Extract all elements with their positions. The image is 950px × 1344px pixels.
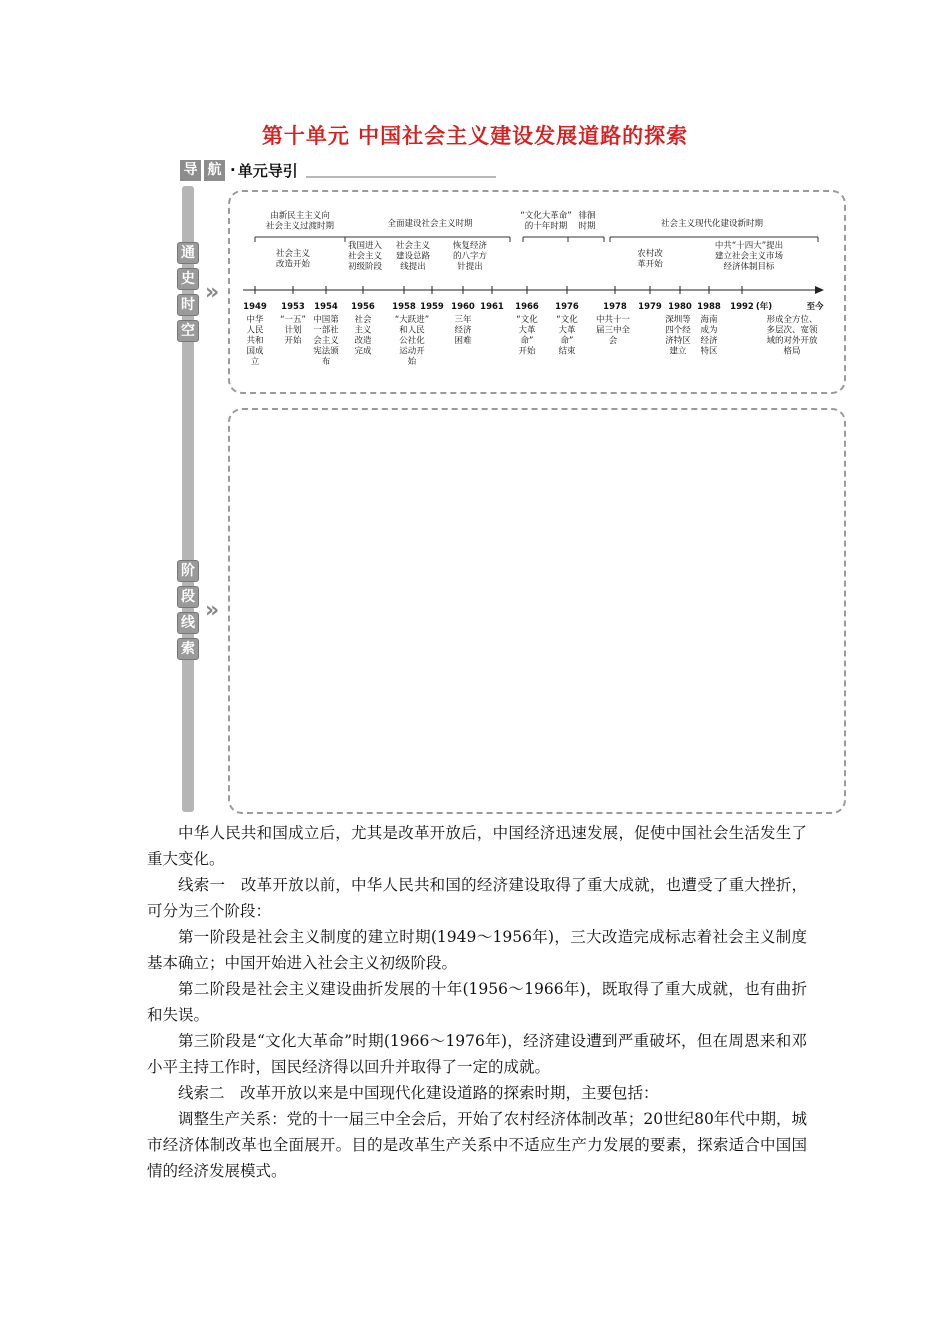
lower-event-label: 开始 xyxy=(284,336,302,346)
year-label: 1953 xyxy=(281,302,305,312)
year-label: 1992 xyxy=(730,302,754,312)
upper-event-label: 社会主义 xyxy=(347,251,383,262)
year-label: 至今 xyxy=(806,302,824,312)
period-label: 社会主义过渡时期 xyxy=(265,221,335,232)
lower-event-label: 届三中全 xyxy=(595,325,631,336)
lower-event-label: “文化 xyxy=(556,315,578,325)
lower-event-label: 始 xyxy=(407,357,417,367)
year-label: 1988 xyxy=(697,302,721,312)
year-label: 1966 xyxy=(515,302,539,312)
guide-box-1: 导 xyxy=(180,160,201,181)
paragraph: 第三阶段是“文化大革命”时期(1966～1976年)，经济建设遭到严重破坏，但在周恩来和邓小平主持工作时，国民经济得以回升并取得了一定的成就。 xyxy=(147,1032,807,1076)
lower-event-label: 深圳等 xyxy=(665,315,691,325)
side-label-clues xyxy=(177,558,199,662)
lower-event-label: 社会 xyxy=(354,315,372,325)
side-char: 史 xyxy=(177,268,199,290)
guide-dot: · xyxy=(230,161,236,179)
lower-event-label: 计划 xyxy=(284,325,302,336)
upper-event-label: 针提出 xyxy=(457,262,483,272)
lower-event-label: 济特区 xyxy=(665,336,691,346)
lower-event-label: 特区 xyxy=(700,346,718,357)
chevron-right-icon: » xyxy=(205,598,214,623)
timeline-panel xyxy=(228,190,846,394)
paragraph: 线索一 改革开放以前，中华人民共和国的经济建设取得了重大成就，也遭受了重大挫折，可分为三个阶段： xyxy=(147,876,807,920)
lower-event-label: 格局 xyxy=(783,346,801,357)
lower-event-label: 国成 xyxy=(246,346,264,357)
guide-label: 单元导引 xyxy=(237,161,298,180)
upper-event-label: 中共“十四大”提出 xyxy=(714,241,784,251)
lower-event-label: 中国第 xyxy=(313,315,339,325)
lower-event-label: 人民 xyxy=(246,325,264,336)
lower-event-label: 完成 xyxy=(354,346,372,357)
lower-event-label: 立 xyxy=(250,357,260,367)
side-char: 通 xyxy=(177,242,199,264)
lower-event-label: 运动开 xyxy=(399,346,425,357)
paragraph: 中华人民共和国成立后，尤其是改革开放后，中国经济迅速发展，促使中国社会生活发生了重大变化。 xyxy=(147,824,807,868)
guide-underline xyxy=(306,176,496,178)
lower-event-label: “大跃进” xyxy=(394,315,430,325)
upper-event-label: 我国进入 xyxy=(347,241,383,251)
paragraph: 线索二 改革开放以来是中国现代化建设道路的探索时期，主要包括： xyxy=(178,1084,659,1102)
upper-event-label: 建立社会主义市场 xyxy=(714,251,784,262)
upper-event-label: 革开始 xyxy=(637,259,663,270)
lower-event-label: 公社化 xyxy=(399,336,425,346)
paragraph: 第一阶段是社会主义制度的建立时期(1949～1956年)，三大改造完成标志着社会主义制度基本确立；中国开始进入社会主义初级阶段。 xyxy=(147,928,807,972)
lower-event-label: 大革 xyxy=(558,325,576,336)
year-label: 1979 xyxy=(638,302,662,312)
lower-event-label: 困难 xyxy=(454,336,472,346)
lower-event-label: 结束 xyxy=(558,346,576,357)
year-label: 1980 xyxy=(668,302,692,312)
period-label: 时期 xyxy=(578,221,596,232)
period-label: “文化大革命” xyxy=(520,211,572,221)
lower-event-label: 命” xyxy=(520,336,534,346)
year-label: 1976 xyxy=(555,302,579,312)
unit-guide-header xyxy=(180,158,496,182)
upper-event-label: 经济体制目标 xyxy=(723,262,775,272)
lower-event-label: 和人民 xyxy=(399,325,425,336)
lower-event-label: 多层次、宽领 xyxy=(766,325,818,336)
lower-event-label: 域的对外开放 xyxy=(766,336,818,346)
side-char: 空 xyxy=(177,320,199,342)
upper-event-label: 的八字方 xyxy=(452,251,488,262)
lower-event-label: 共和 xyxy=(246,336,264,346)
period-label: 社会主义现代化建设新时期 xyxy=(660,219,764,229)
lower-event-label: 会主义 xyxy=(313,336,339,346)
upper-event-label: 社会主义 xyxy=(395,241,431,251)
upper-event-label: 建设总路 xyxy=(395,251,431,262)
year-label: 1958 xyxy=(392,302,416,312)
lower-event-label: 一部社 xyxy=(313,325,339,336)
year-label: 1960 xyxy=(451,302,475,312)
side-label-timespace xyxy=(177,240,199,344)
upper-event-label: 恢复经济 xyxy=(452,241,488,251)
lower-event-label: 改造 xyxy=(354,336,372,346)
page-title: 第十单元 中国社会主义建设发展道路的探索 xyxy=(261,124,689,148)
lower-event-label: 中华 xyxy=(246,315,264,325)
upper-event-label: 改造开始 xyxy=(275,259,311,270)
period-label: 由新民主主义向 xyxy=(270,211,330,221)
lower-event-label: 四个经 xyxy=(665,325,691,336)
lower-event-label: “文化 xyxy=(516,315,538,325)
side-char: 时 xyxy=(177,294,199,316)
lower-event-label: 会 xyxy=(608,336,618,346)
paragraph: 第二阶段是社会主义建设曲折发展的十年(1956～1966年)，既取得了重大成就，也有曲折和失误。 xyxy=(147,980,807,1024)
body-text xyxy=(147,820,807,1184)
lower-event-label: 宪法颁 xyxy=(313,346,339,357)
year-label: (年) xyxy=(755,302,773,312)
lower-event-label: “一五” xyxy=(280,315,306,325)
period-label: 全面建设社会主义时期 xyxy=(387,219,473,229)
lower-event-label: 主义 xyxy=(354,325,372,336)
year-label: 1954 xyxy=(314,302,338,312)
upper-event-label: 社会主义 xyxy=(275,249,311,259)
lower-event-label: 三年 xyxy=(454,315,472,325)
upper-event-label: 农村改 xyxy=(637,249,663,259)
lower-event-label: 形成全方位、 xyxy=(766,315,818,325)
lower-event-label: 命” xyxy=(560,336,574,346)
lower-event-label: 布 xyxy=(321,357,331,367)
lower-event-label: 大革 xyxy=(518,325,536,336)
year-label: 1978 xyxy=(603,302,627,312)
stage-clue-panel xyxy=(228,408,846,814)
year-label: 1959 xyxy=(420,302,444,312)
lower-event-label: 开始 xyxy=(518,346,536,357)
upper-event-label: 初级阶段 xyxy=(347,262,383,272)
lower-event-label: 经济 xyxy=(700,336,718,346)
side-char: 阶 xyxy=(177,560,199,582)
lower-event-label: 经济 xyxy=(454,325,472,336)
paragraph: 调整生产关系：党的十一届三中全会后，开始了农村经济体制改革；20世纪80年代中期，城市经济体制改革也全面展开。目的是改革生产关系中不适应生产力发展的要素，探索适合中国国情的经济发展模式。 xyxy=(147,1110,807,1180)
lower-event-label: 中共十一 xyxy=(595,315,631,325)
guide-box-2: 航 xyxy=(204,160,225,181)
year-label: 1956 xyxy=(351,302,375,312)
chevron-right-icon: » xyxy=(205,280,214,305)
lower-event-label: 成为 xyxy=(700,325,718,336)
side-char: 段 xyxy=(177,586,199,608)
side-char: 线 xyxy=(177,612,199,634)
lower-event-label: 建立 xyxy=(669,346,687,357)
year-label: 1949 xyxy=(243,302,267,312)
period-label: 的十年时期 xyxy=(524,221,568,232)
upper-event-label: 线提出 xyxy=(400,262,426,272)
side-char: 索 xyxy=(177,638,199,660)
lower-event-label: 海南 xyxy=(700,315,718,325)
year-label: 1961 xyxy=(480,302,504,312)
period-label: 徘徊 xyxy=(578,211,596,221)
